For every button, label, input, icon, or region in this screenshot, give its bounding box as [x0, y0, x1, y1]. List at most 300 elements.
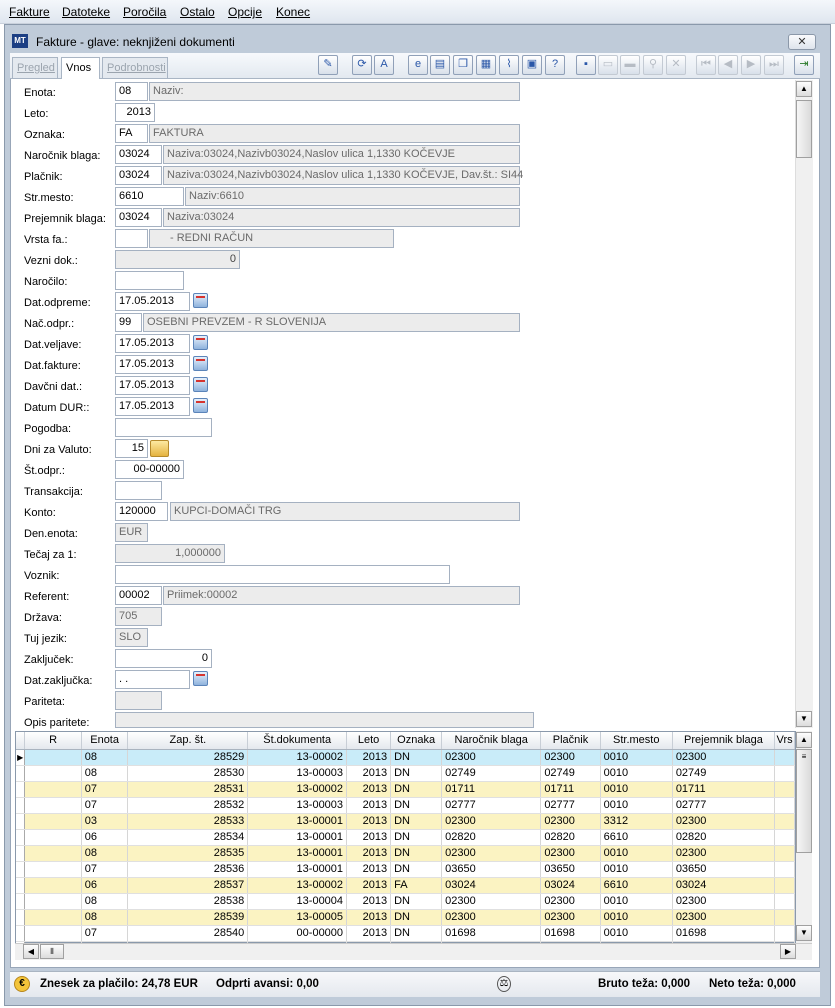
- cell-placnik[interactable]: 02300: [541, 813, 600, 829]
- row-indicator[interactable]: [16, 765, 25, 781]
- strmesto-label: Str.mesto:: [24, 192, 74, 204]
- cell-zap-st[interactable]: 28535: [128, 845, 248, 861]
- placnik-label: Plačnik:: [24, 171, 63, 183]
- menu-opcije[interactable]: Opcije: [228, 5, 263, 19]
- transakcija-input[interactable]: [115, 481, 162, 500]
- window-title: Fakture - glave: neknjiženi dokumenti: [36, 35, 235, 49]
- vezni-label: Vezni dok.:: [24, 255, 78, 267]
- scroll-right-icon[interactable]: ▶: [780, 944, 796, 959]
- cell-strmesto[interactable]: 0010: [600, 781, 672, 797]
- oznaka-input[interactable]: FA: [115, 124, 148, 143]
- enota-input[interactable]: 08: [115, 82, 148, 101]
- cell-enota[interactable]: 07: [81, 797, 128, 813]
- leto-input[interactable]: 2013: [115, 103, 155, 122]
- browser-icon[interactable]: e: [408, 55, 428, 75]
- row-indicator[interactable]: [16, 893, 25, 909]
- row-indicator[interactable]: [16, 829, 25, 845]
- table-row[interactable]: [16, 861, 795, 877]
- tujjezik-label: Tuj jezik:: [24, 633, 67, 645]
- cell-vrs[interactable]: [775, 829, 795, 845]
- strmesto-naziv-field: Naziv:6610: [185, 187, 520, 206]
- cell-enota[interactable]: 06: [81, 877, 128, 893]
- tab-pregled[interactable]: Pregled: [12, 57, 58, 78]
- cell-strmesto[interactable]: 0010: [600, 861, 672, 877]
- vezni-input[interactable]: 0: [115, 250, 240, 269]
- narocilo-input[interactable]: [115, 271, 184, 290]
- cell-placnik[interactable]: 03650: [541, 861, 600, 877]
- font-icon[interactable]: A: [374, 55, 394, 75]
- cell-zap-st[interactable]: 28538: [128, 893, 248, 909]
- tecaj-input[interactable]: 1,000000: [115, 544, 225, 563]
- cell-strmesto[interactable]: 3312: [600, 813, 672, 829]
- cell-st-dokumenta[interactable]: 13-00003: [248, 765, 347, 781]
- form-scrollbar[interactable]: [795, 80, 813, 728]
- cell-oznaka[interactable]: DN: [391, 893, 442, 909]
- datumdur-input[interactable]: 17.05.2013: [115, 397, 190, 416]
- last-record-icon[interactable]: ⏭: [764, 55, 784, 75]
- vrstafa-label: Vrsta fa.:: [24, 234, 68, 246]
- cell-vrs[interactable]: [775, 797, 795, 813]
- transakcija-label: Transakcija:: [24, 486, 83, 498]
- cell-vrs[interactable]: [775, 909, 795, 925]
- table-row[interactable]: [16, 781, 795, 797]
- column-header-enota[interactable]: Enota: [81, 732, 128, 749]
- cell-enota[interactable]: 07: [81, 925, 128, 941]
- cell-leto[interactable]: 2013: [347, 861, 391, 877]
- row-indicator[interactable]: [16, 813, 25, 829]
- menu-bar: [0, 0, 835, 24]
- narocnik-input[interactable]: 03024: [115, 145, 162, 164]
- cell-st-dokumenta[interactable]: 13-00005: [248, 909, 347, 925]
- cell-leto[interactable]: 2013: [347, 813, 391, 829]
- scroll-down-icon[interactable]: ▼: [796, 925, 812, 941]
- save-icon[interactable]: ▪: [576, 55, 596, 75]
- datzakljucka-label: Dat.zaključka:: [24, 675, 93, 687]
- znesek-text: Znesek za plačilo: 24,78 EUR: [40, 978, 198, 990]
- column-header-strmesto[interactable]: Str.mesto: [600, 732, 672, 749]
- cell-strmesto[interactable]: 0010: [600, 845, 672, 861]
- stodpr-input[interactable]: 00-00000: [115, 460, 184, 479]
- cell-strmesto[interactable]: 6610: [600, 877, 672, 893]
- edit-icon[interactable]: ✎: [318, 55, 338, 75]
- calendar-icon[interactable]: [193, 356, 208, 371]
- datveljave-input[interactable]: 17.05.2013: [115, 334, 190, 353]
- konto-naziv-field: KUPCI-DOMAČI TRG: [170, 502, 520, 521]
- pariteta-input[interactable]: [115, 691, 162, 710]
- tecaj-label: Tečaj za 1:: [24, 549, 77, 561]
- cell-st-dokumenta[interactable]: 13-00001: [248, 829, 347, 845]
- cell-leto[interactable]: 2013: [347, 909, 391, 925]
- cell-oznaka[interactable]: DN: [391, 829, 442, 845]
- cell-leto[interactable]: 2013: [347, 877, 391, 893]
- cell-enota[interactable]: 08: [81, 765, 128, 781]
- refresh-icon[interactable]: ⟳: [352, 55, 372, 75]
- cell-vrs[interactable]: [775, 749, 795, 765]
- nacodpr-input[interactable]: 99: [115, 313, 142, 332]
- datfakture-label: Dat.fakture:: [24, 360, 81, 372]
- cell-prejemnik[interactable]: 02300: [672, 845, 774, 861]
- table-row[interactable]: [16, 909, 795, 925]
- cell-zap-st[interactable]: 28537: [128, 877, 248, 893]
- cell-oznaka[interactable]: DN: [391, 813, 442, 829]
- open-folder-icon[interactable]: ▭: [598, 55, 618, 75]
- cell-zap-st[interactable]: 28529: [128, 749, 248, 765]
- enota-label: Enota:: [24, 87, 56, 99]
- dni-input[interactable]: 15: [115, 439, 148, 458]
- cell-placnik[interactable]: 02300: [541, 845, 600, 861]
- nacodpr-label: Nač.odpr.:: [24, 318, 75, 330]
- konto-input[interactable]: 120000: [115, 502, 168, 521]
- prejemnik-input[interactable]: 03024: [115, 208, 162, 227]
- first-record-icon[interactable]: ⏮: [696, 55, 716, 75]
- cell-placnik[interactable]: 02300: [541, 909, 600, 925]
- cell-vrs[interactable]: [775, 765, 795, 781]
- konto-label: Konto:: [24, 507, 56, 519]
- euro-coin-icon: €: [14, 976, 30, 992]
- row-indicator[interactable]: [16, 861, 25, 877]
- calendar-icon[interactable]: [193, 398, 208, 413]
- column-header-narocnik[interactable]: Naročnik blaga: [442, 732, 541, 749]
- cell-prejemnik[interactable]: 02300: [672, 813, 774, 829]
- grid-scrollbar[interactable]: [796, 731, 812, 943]
- cell-st-dokumenta[interactable]: 13-00003: [248, 797, 347, 813]
- previous-record-icon[interactable]: ◀: [718, 55, 738, 75]
- bruto-teza-text: Bruto teža: 0,000: [598, 978, 691, 990]
- cell-enota[interactable]: 07: [81, 781, 128, 797]
- prejemnik-label: Prejemnik blaga:: [24, 213, 106, 225]
- denenota-label: Den.enota:: [24, 528, 78, 540]
- cell-r[interactable]: [25, 749, 81, 765]
- cell-r[interactable]: [25, 893, 81, 909]
- cell-vrs[interactable]: [775, 893, 795, 909]
- folder-icon[interactable]: [150, 440, 169, 457]
- narocnik-naziv-field: Naziva:03024,Nazivb03024,Naslov ulica 1,1330 KOČEVJE: [163, 145, 520, 164]
- cell-prejemnik[interactable]: 02777: [672, 797, 774, 813]
- cell-vrs[interactable]: [775, 861, 795, 877]
- prejemnik-naziv-field: Naziva:03024: [163, 208, 520, 227]
- scroll-thumb[interactable]: ≡: [796, 749, 812, 853]
- cell-st-dokumenta[interactable]: 13-00001: [248, 861, 347, 877]
- cell-zap-st[interactable]: 28539: [128, 909, 248, 925]
- cell-st-dokumenta[interactable]: 13-00004: [248, 893, 347, 909]
- cell-st-dokumenta[interactable]: 13-00001: [248, 813, 347, 829]
- cell-narocnik[interactable]: 02300: [442, 749, 541, 765]
- narocnik-label: Naročnik blaga:: [24, 150, 101, 162]
- cell-placnik[interactable]: 02749: [541, 765, 600, 781]
- cell-strmesto[interactable]: 0010: [600, 749, 672, 765]
- column-header-st-dokumenta[interactable]: Št.dokumenta: [248, 732, 347, 749]
- cell-narocnik[interactable]: 02300: [442, 909, 541, 925]
- table-row[interactable]: [16, 845, 795, 861]
- datodpreme-label: Dat.odpreme:: [24, 297, 91, 309]
- scroll-thumb[interactable]: ⦀: [40, 944, 64, 959]
- cell-r[interactable]: [25, 797, 81, 813]
- cell-r[interactable]: [25, 813, 81, 829]
- nacodpr-naziv-field: OSEBNI PREVZEM - R SLOVENIJA: [143, 313, 520, 332]
- cell-placnik[interactable]: 02777: [541, 797, 600, 813]
- cell-prejemnik[interactable]: 02300: [672, 749, 774, 765]
- table-row[interactable]: [16, 749, 795, 765]
- voznik-input[interactable]: [115, 565, 450, 584]
- column-header-indicator: [16, 732, 25, 749]
- cell-leto[interactable]: 2013: [347, 845, 391, 861]
- cell-placnik[interactable]: 02820: [541, 829, 600, 845]
- opis-input[interactable]: [115, 712, 534, 728]
- scroll-up-icon[interactable]: ▲: [796, 81, 812, 97]
- cell-r[interactable]: [25, 925, 81, 941]
- davcni-input[interactable]: 17.05.2013: [115, 376, 190, 395]
- drzava-label: Država:: [24, 612, 62, 624]
- cell-narocnik[interactable]: 02777: [442, 797, 541, 813]
- help-icon[interactable]: ?: [545, 55, 565, 75]
- cell-strmesto[interactable]: 6610: [600, 829, 672, 845]
- cell-vrs[interactable]: [775, 813, 795, 829]
- cell-st-dokumenta[interactable]: 13-00002: [248, 781, 347, 797]
- cell-enota[interactable]: 08: [81, 845, 128, 861]
- row-indicator[interactable]: [16, 781, 25, 797]
- table-row[interactable]: [16, 925, 795, 941]
- attach-icon[interactable]: ⌇: [499, 55, 519, 75]
- scroll-up-icon[interactable]: ▲: [796, 732, 812, 748]
- cell-strmesto[interactable]: 0010: [600, 893, 672, 909]
- enota-naziv-field: Naziv:: [149, 82, 520, 101]
- cell-leto[interactable]: 2013: [347, 749, 391, 765]
- row-indicator[interactable]: [16, 909, 25, 925]
- cell-oznaka[interactable]: DN: [391, 925, 442, 941]
- cell-leto[interactable]: 2013: [347, 797, 391, 813]
- datfakture-input[interactable]: 17.05.2013: [115, 355, 190, 374]
- cell-st-dokumenta[interactable]: 13-00002: [248, 877, 347, 893]
- calendar-icon[interactable]: [193, 671, 208, 686]
- cell-r[interactable]: [25, 781, 81, 797]
- close-button[interactable]: ✕: [788, 34, 816, 50]
- cell-oznaka[interactable]: DN: [391, 861, 442, 877]
- weight-icon: ⚖: [497, 976, 511, 992]
- cell-zap-st[interactable]: 28540: [128, 925, 248, 941]
- datumdur-label: Datum DUR::: [24, 402, 90, 414]
- neto-teza-text: Neto teža: 0,000: [709, 978, 796, 990]
- referent-naziv-field: Priimek:00002: [163, 586, 520, 605]
- tab-podrobnosti[interactable]: Podrobnosti: [102, 57, 168, 78]
- cell-oznaka[interactable]: FA: [391, 877, 442, 893]
- cell-r[interactable]: [25, 909, 81, 925]
- table-row[interactable]: [16, 797, 795, 813]
- drzava-input[interactable]: 705: [115, 607, 162, 626]
- cell-prejemnik[interactable]: 01711: [672, 781, 774, 797]
- column-header-placnik[interactable]: Plačnik: [541, 732, 600, 749]
- cell-zap-st[interactable]: 28531: [128, 781, 248, 797]
- cell-vrs[interactable]: [775, 781, 795, 797]
- cell-r[interactable]: [25, 829, 81, 845]
- grid-horizontal-scrollbar[interactable]: [15, 943, 812, 960]
- pogodba-label: Pogodba:: [24, 423, 72, 435]
- pariteta-label: Pariteta:: [24, 696, 65, 708]
- cell-placnik[interactable]: 01698: [541, 925, 600, 941]
- vrstafa-input[interactable]: [115, 229, 148, 248]
- cell-oznaka[interactable]: DN: [391, 909, 442, 925]
- placnik-naziv-field: Naziva:03024,Nazivb03024,Naslov ulica 1,1330 KOČEVJE, Dav.št.: SI44: [163, 166, 520, 185]
- cell-enota[interactable]: 07: [81, 861, 128, 877]
- menu-datoteke[interactable]: Datoteke: [62, 5, 111, 19]
- table-row[interactable]: [16, 893, 795, 909]
- menu-porocila[interactable]: Poročila: [123, 5, 167, 19]
- cell-enota[interactable]: 08: [81, 749, 128, 765]
- status-bar: [10, 971, 820, 997]
- scroll-left-icon[interactable]: ◀: [23, 944, 39, 959]
- cell-narocnik[interactable]: 02820: [442, 829, 541, 845]
- table-row[interactable]: [16, 829, 795, 845]
- column-header-leto[interactable]: Leto: [347, 732, 391, 749]
- row-indicator[interactable]: [16, 797, 25, 813]
- cell-leto[interactable]: 2013: [347, 765, 391, 781]
- grid-header: [16, 732, 795, 749]
- cell-st-dokumenta[interactable]: 13-00002: [248, 749, 347, 765]
- zakljucek-input[interactable]: 0: [115, 649, 212, 668]
- cell-zap-st[interactable]: 28530: [128, 765, 248, 781]
- cell-strmesto[interactable]: 0010: [600, 765, 672, 781]
- app-logo-icon: MT: [12, 34, 28, 48]
- denenota-input[interactable]: EUR: [115, 523, 148, 542]
- cell-leto[interactable]: 2013: [347, 829, 391, 845]
- placnik-input[interactable]: 03024: [115, 166, 162, 185]
- cell-r[interactable]: [25, 861, 81, 877]
- cell-r[interactable]: [25, 845, 81, 861]
- datveljave-label: Dat.veljave:: [24, 339, 82, 351]
- cell-zap-st[interactable]: 28532: [128, 797, 248, 813]
- dni-label: Dni za Valuto:: [24, 444, 92, 456]
- table-row[interactable]: [16, 877, 795, 893]
- cell-leto[interactable]: 2013: [347, 781, 391, 797]
- tujjezik-input[interactable]: SLO: [115, 628, 148, 647]
- print-icon[interactable]: ▬: [620, 55, 640, 75]
- cell-narocnik[interactable]: 02300: [442, 893, 541, 909]
- cell-zap-st[interactable]: 28533: [128, 813, 248, 829]
- cell-strmesto[interactable]: 0010: [600, 925, 672, 941]
- column-header-prejemnik[interactable]: Prejemnik blaga: [672, 732, 774, 749]
- menu-fakture[interactable]: Fakture: [9, 5, 50, 19]
- cell-enota[interactable]: 06: [81, 829, 128, 845]
- cell-narocnik[interactable]: 01711: [442, 781, 541, 797]
- delete-icon[interactable]: ✕: [666, 55, 686, 75]
- column-header-oznaka[interactable]: Oznaka: [391, 732, 442, 749]
- scroll-down-icon[interactable]: ▼: [796, 711, 812, 727]
- cell-enota[interactable]: 08: [81, 909, 128, 925]
- cell-strmesto[interactable]: 0010: [600, 909, 672, 925]
- cell-oznaka[interactable]: DN: [391, 797, 442, 813]
- cell-placnik[interactable]: 02300: [541, 893, 600, 909]
- cell-st-dokumenta[interactable]: 13-00001: [248, 845, 347, 861]
- cell-strmesto[interactable]: 0010: [600, 797, 672, 813]
- cell-narocnik[interactable]: 02300: [442, 845, 541, 861]
- column-header-r[interactable]: R: [25, 732, 81, 749]
- pdf-icon[interactable]: ▤: [430, 55, 450, 75]
- column-header-zap-st[interactable]: Zap. št.: [128, 732, 248, 749]
- cell-zap-st[interactable]: 28536: [128, 861, 248, 877]
- cell-narocnik[interactable]: 02749: [442, 765, 541, 781]
- cell-prejemnik[interactable]: 03650: [672, 861, 774, 877]
- tab-vnos[interactable]: Vnos: [61, 57, 100, 79]
- strmesto-input[interactable]: 6610: [115, 187, 184, 206]
- message-icon[interactable]: ▣: [522, 55, 542, 75]
- referent-input[interactable]: 00002: [115, 586, 162, 605]
- cell-enota[interactable]: 08: [81, 893, 128, 909]
- cell-r[interactable]: [25, 877, 81, 893]
- cell-r[interactable]: [25, 765, 81, 781]
- calendar-icon[interactable]: [193, 335, 208, 350]
- menu-ostalo[interactable]: Ostalo: [180, 5, 215, 19]
- copy-icon[interactable]: ❐: [453, 55, 473, 75]
- cell-oznaka[interactable]: DN: [391, 749, 442, 765]
- cell-prejemnik[interactable]: 03024: [672, 877, 774, 893]
- voznik-label: Voznik:: [24, 570, 60, 582]
- opis-label: Opis paritete:: [24, 717, 90, 729]
- referent-label: Referent:: [24, 591, 70, 603]
- cell-narocnik[interactable]: 02300: [442, 813, 541, 829]
- oznaka-naziv-field: FAKTURA: [149, 124, 520, 143]
- cell-vrs[interactable]: [775, 925, 795, 941]
- cell-placnik[interactable]: 03024: [541, 877, 600, 893]
- cell-leto[interactable]: 2013: [347, 893, 391, 909]
- cell-prejemnik[interactable]: 02300: [672, 909, 774, 925]
- column-header-vrs[interactable]: Vrs: [775, 732, 795, 749]
- cell-vrs[interactable]: [775, 877, 795, 893]
- cell-prejemnik[interactable]: 02300: [672, 893, 774, 909]
- datodpreme-input[interactable]: 17.05.2013: [115, 292, 190, 311]
- menu-konec[interactable]: Konec: [276, 5, 311, 19]
- cell-placnik[interactable]: 01711: [541, 781, 600, 797]
- datzakljucka-input[interactable]: . .: [115, 670, 190, 689]
- cell-prejemnik[interactable]: 01698: [672, 925, 774, 941]
- cell-vrs[interactable]: [775, 845, 795, 861]
- calendar-icon[interactable]: [193, 377, 208, 392]
- cell-st-dokumenta[interactable]: 00-00000: [248, 925, 347, 941]
- row-indicator[interactable]: [16, 845, 25, 861]
- search-icon[interactable]: ⚲: [643, 55, 663, 75]
- current-row-indicator-icon[interactable]: ▶: [16, 749, 25, 765]
- export-icon[interactable]: ▦: [476, 55, 496, 75]
- cell-narocnik[interactable]: 01698: [442, 925, 541, 941]
- cell-leto[interactable]: 2013: [347, 925, 391, 941]
- oznaka-label: Oznaka:: [24, 129, 65, 141]
- cell-placnik[interactable]: 02300: [541, 749, 600, 765]
- exit-icon[interactable]: ⇥: [794, 55, 814, 75]
- odprti-avansi-text: Odprti avansi: 0,00: [216, 978, 319, 990]
- narocilo-label: Naročilo:: [24, 276, 68, 288]
- cell-oznaka[interactable]: DN: [391, 781, 442, 797]
- pogodba-input[interactable]: [115, 418, 212, 437]
- scroll-thumb[interactable]: [796, 100, 812, 158]
- zakljucek-label: Zaključek:: [24, 654, 74, 666]
- row-indicator[interactable]: [16, 925, 25, 941]
- table-row[interactable]: [16, 813, 795, 829]
- cell-enota[interactable]: 03: [81, 813, 128, 829]
- cell-prejemnik[interactable]: 02749: [672, 765, 774, 781]
- cell-narocnik[interactable]: 03024: [442, 877, 541, 893]
- cell-prejemnik[interactable]: 02820: [672, 829, 774, 845]
- next-record-icon[interactable]: ▶: [741, 55, 761, 75]
- cell-zap-st[interactable]: 28534: [128, 829, 248, 845]
- row-indicator[interactable]: [16, 877, 25, 893]
- table-row[interactable]: [16, 765, 795, 781]
- davcni-label: Davčni dat.:: [24, 381, 83, 393]
- vrstafa-naziv-field: - REDNI RAČUN: [149, 229, 394, 248]
- cell-narocnik[interactable]: 03650: [442, 861, 541, 877]
- calendar-icon[interactable]: [193, 293, 208, 308]
- leto-label: Leto:: [24, 108, 49, 120]
- cell-oznaka[interactable]: DN: [391, 845, 442, 861]
- cell-oznaka[interactable]: DN: [391, 765, 442, 781]
- documents-grid: [15, 731, 796, 943]
